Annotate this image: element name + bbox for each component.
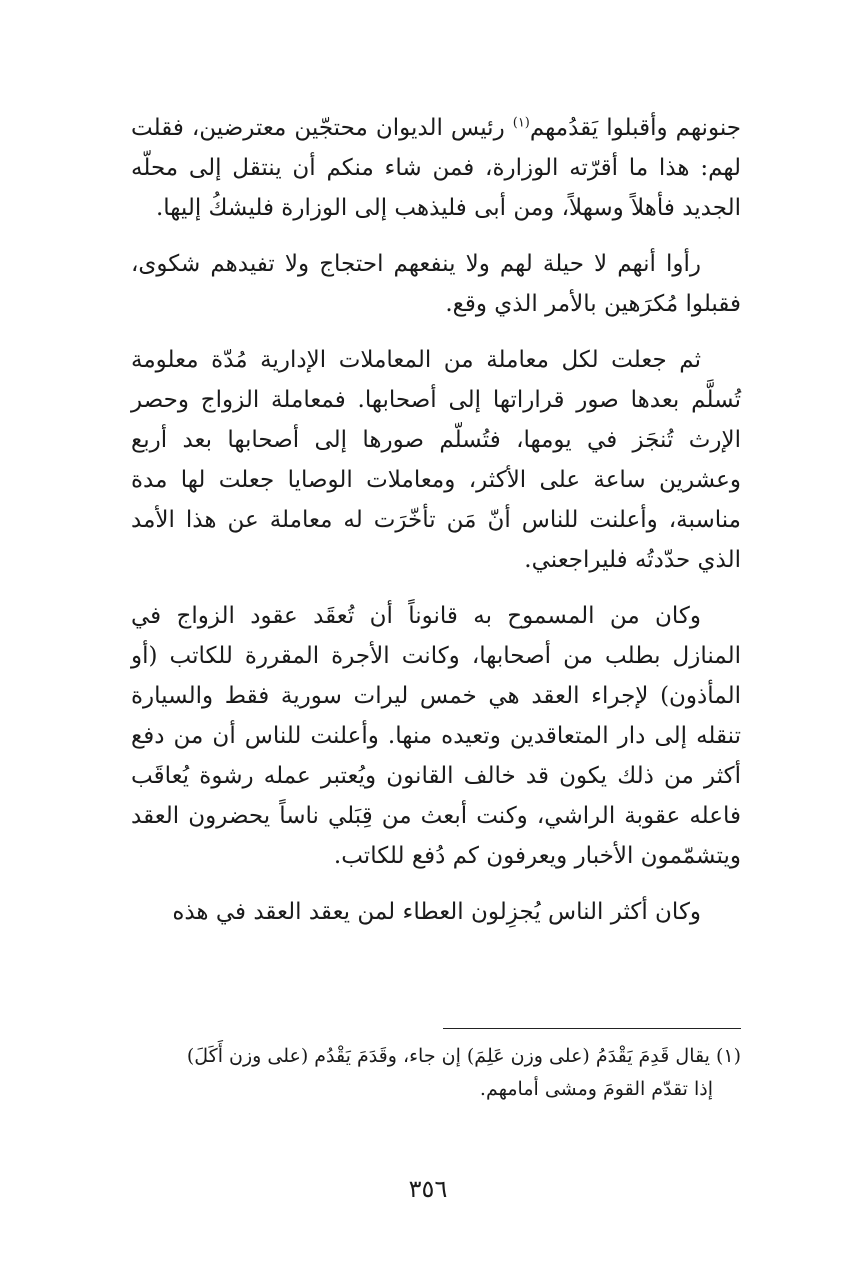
page-number: ٣٥٦ bbox=[408, 1175, 448, 1203]
paragraph-3: ثم جعلت لكل معاملة من المعاملات الإدارية مُدّة معلومة تُسلَّم بعدها صور قراراتها إلى أصحابها. فمعاملة الزواج وحصر الإرث تُنجَز في يومها، فتُسلّم صورها إلى أصحابها بعد أربع وعشرين ساعة على الأكثر، ومعاملات الوصايا جعلت لها مدة مناسبة، وأعلنت للناس أنّ مَن تأخّرَت له معاملة عن هذا الأمد الذي حدّدتُه فليراجعني. bbox=[131, 347, 741, 573]
paragraph-1-start: جنونهم وأقبلوا يَقدُمهم bbox=[529, 115, 741, 141]
paragraph-1-rest: رئيس الديوان محتجّين معترضين، فقلت لهم: هذا ما أقرّته الوزارة، فمن شاء منكم أن ينتقل إلى محلّه الجديد فأهلاً وسهلاً، ومن أبى فليذهب إلى الوزارة فليشكُ إليها. bbox=[131, 115, 741, 221]
page-body bbox=[131, 108, 741, 948]
paragraph-1 bbox=[131, 108, 741, 228]
footnote bbox=[131, 1040, 741, 1106]
footnote-line-1: (١) يقال قَدِمَ يَقْدَمُ (على وزن عَلِمَ) إن جاء، وقَدَمَ يَقْدُم (على وزن أَكَلَ) bbox=[186, 1045, 741, 1067]
paragraph-4: وكان من المسموح به قانوناً أن تُعقَد عقود الزواج في المنازل بطلب من أصحابها، وكانت الأجرة المقررة للكاتب (أو المأذون) لإجراء العقد هي خمس ليرات سورية فقط والسيارة تنقله إلى دار المتعاقدين وتعيده منها. وأعلنت للناس أن من دفع أكثر من ذلك يكون قد خالف القانون ويُعتبر عمله رشوة يُعاقَب فاعله عقوبة الراشي، وكنت أبعث من قِبَلي ناساً يحضرون العقد ويتشمّمون الأخبار ويعرفون كم دُفع للكاتب. bbox=[131, 603, 741, 869]
paragraph-5: وكان أكثر الناس يُجزِلون العطاء لمن يعقد العقد في هذه bbox=[172, 899, 701, 925]
paragraph-2: رأوا أنهم لا حيلة لهم ولا ينفعهم احتجاج ولا تفيدهم شكوى، فقبلوا مُكرَهين بالأمر الذي وقع. bbox=[131, 251, 741, 317]
footnote-divider bbox=[443, 1028, 741, 1029]
footnote-reference: (١) bbox=[512, 115, 530, 131]
footnote-line-2: إذا تقدّم القومَ ومشى أمامهم. bbox=[479, 1078, 713, 1100]
